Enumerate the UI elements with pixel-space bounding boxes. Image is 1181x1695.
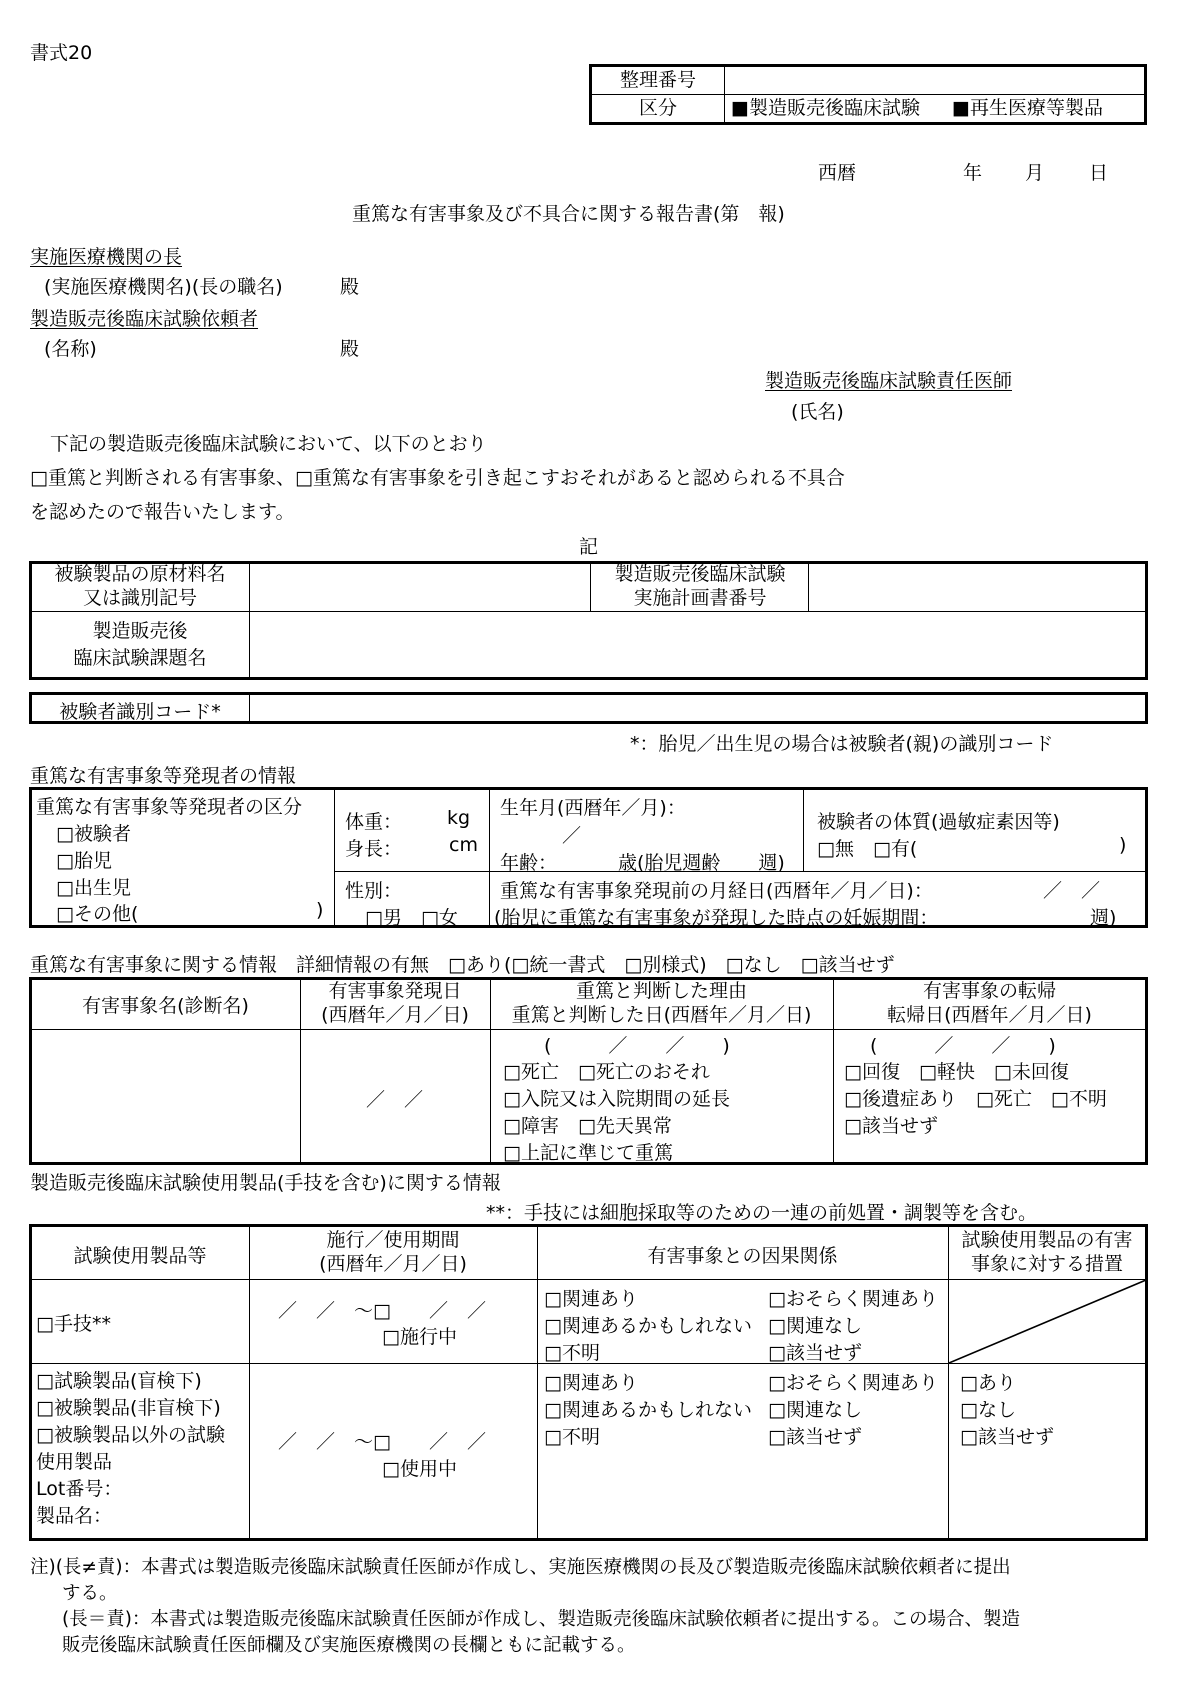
prod-row2-action-2[interactable]: □なし <box>960 1399 1016 1421</box>
prod-h-action: 試験使用製品の有害 事象に対する措置 <box>961 1229 1133 1275</box>
page-title: 重篤な有害事象及び不具合に関する報告書(第 報) <box>352 203 785 225</box>
addressee-sponsor-title: 製造販売後臨床試験依頼者 <box>30 308 259 330</box>
subject-code-note: *：胎児／出生児の場合は被験者(親)の識別コード <box>630 733 1054 755</box>
menses-label: 重篤な有害事象発現前の月経日(西暦年／月／日)： <box>500 880 933 902</box>
note-line-1b: する。 <box>62 1583 118 1604</box>
sender-title: 製造販売後臨床試験責任医師 <box>765 370 1013 392</box>
products-section-title: 製造販売後臨床試験使用製品(手技を含む)に関する情報 <box>30 1172 501 1194</box>
birth-slash: ／ <box>562 825 582 847</box>
prod-row1-status[interactable]: □施行中 <box>382 1326 457 1348</box>
ref-label: 整理番号 <box>591 66 725 95</box>
prod-row1-item[interactable]: □手技** <box>36 1313 111 1335</box>
prod-row2-caus-b1[interactable]: □おそらく関連あり <box>768 1372 938 1394</box>
category-opt-regen[interactable]: ■再生医療等製品 <box>952 97 1103 119</box>
pregnancy-unit: 週) <box>1090 907 1117 929</box>
class-opt-other-close: ) <box>316 899 324 921</box>
sex-label: 性別： <box>345 880 403 902</box>
plan-number-label: 製造販売後臨床試験 実施計画書番号 <box>614 563 786 609</box>
reporter-class-title: 重篤な有害事象等発現者の区分 <box>36 796 303 818</box>
ae-reason-row-3[interactable]: □障害 □先天異常 <box>503 1115 672 1137</box>
note-line-2: (長＝責)：本書式は製造販売後臨床試験責任医師が作成し、製造販売後臨床試験依頼者に提出する。この場合、製造 <box>62 1609 1020 1630</box>
height-unit: cm <box>449 834 478 856</box>
date-era: 西暦 <box>818 162 857 184</box>
reporter-section-title: 重篤な有害事象等発現者の情報 <box>30 765 297 787</box>
prod-row2-action-3[interactable]: □該当せず <box>960 1426 1054 1448</box>
addressee-sponsor-sama: 殿 <box>340 338 360 360</box>
menses-slashes: ／ ／ <box>1043 880 1101 902</box>
ae-reason-row-1[interactable]: □死亡 □死亡のおそれ <box>503 1061 710 1083</box>
addressee-sponsor-line: (名称) <box>44 338 97 360</box>
note-line-2b: 販売後臨床試験責任医師欄及び実施医療機関の長欄ともに記載する。 <box>62 1635 636 1656</box>
action-na-diagonal <box>949 1280 1146 1363</box>
material-field[interactable] <box>256 567 586 605</box>
material-label: 被験製品の原材料名 又は識別記号 <box>54 563 226 609</box>
ref-value-field[interactable] <box>725 66 1146 95</box>
constitution-options[interactable]: □無 □有( <box>817 838 918 860</box>
category-options[interactable] <box>725 95 1146 124</box>
prod-row1-caus-b3[interactable]: □該当せず <box>768 1342 862 1364</box>
ki-label: 記 <box>579 536 599 558</box>
intro-line-2: □重篤と判断される有害事象、□重篤な有害事象を引き起こすおそれがあると認められる不具合 <box>30 467 845 489</box>
prod-row1-caus-b1[interactable]: □おそらく関連あり <box>768 1288 938 1310</box>
prod-row2-status[interactable]: □使用中 <box>382 1458 457 1480</box>
date-day: 日 <box>1089 162 1109 184</box>
prod-row2-caus-a1[interactable]: □関連あり <box>544 1372 638 1394</box>
date-month: 月 <box>1025 162 1045 184</box>
header-box <box>589 64 1147 125</box>
ae-reason-date[interactable]: ( ／ ／ ) <box>544 1035 730 1057</box>
date-year: 年 <box>963 162 983 184</box>
ae-reason-row-2[interactable]: □入院又は入院期間の延長 <box>503 1088 730 1110</box>
note-line-1: 注)(長≠責)：本書式は製造販売後臨床試験責任医師が作成し、実施医療機関の長及び製造販売後臨床試験依頼者に提出 <box>30 1557 1011 1578</box>
ae-h-reason: 重篤と判断した理由 重篤と判断した日(西暦年／月／日) <box>511 980 812 1026</box>
weight-unit: kg <box>447 807 471 829</box>
class-opt-fetus[interactable]: □胎児 <box>56 850 112 872</box>
form-number: 書式20 <box>30 42 93 64</box>
prod-row1-caus-a1[interactable]: □関連あり <box>544 1288 638 1310</box>
subject-code-field[interactable] <box>256 695 1142 721</box>
study-title-field[interactable] <box>256 616 1142 674</box>
prod-row1-caus-a3[interactable]: □不明 <box>544 1342 600 1364</box>
study-title-label: 製造販売後 臨床試験課題名 <box>73 620 207 669</box>
age-label: 年齢： <box>500 852 558 874</box>
prod-row2-caus-a3[interactable]: □不明 <box>544 1426 600 1448</box>
ae-outcome-row-2[interactable]: □後遺症あり □死亡 □不明 <box>844 1088 1107 1110</box>
prod-h-item: 試験使用製品等 <box>73 1245 207 1267</box>
addressee-head-title: 実施医療機関の長 <box>30 246 183 268</box>
class-opt-newborn[interactable]: □出生児 <box>56 877 131 899</box>
addressee-head-sama: 殿 <box>340 276 360 298</box>
ae-h-onset: 有害事象発現日 (西暦年／月／日) <box>321 980 469 1026</box>
category-opt-pms[interactable]: ■製造販売後臨床試験 <box>731 97 920 119</box>
ae-outcome-row-3[interactable]: □該当せず <box>844 1115 938 1137</box>
age-unit: 歳(胎児週齢 週) <box>618 852 785 874</box>
intro-line-3: を認めたので報告いたします。 <box>30 501 295 523</box>
prod-row2-caus-a2[interactable]: □関連あるかもしれない <box>544 1399 752 1421</box>
ae-outcome-row-1[interactable]: □回復 □軽快 □未回復 <box>844 1061 1069 1083</box>
ae-outcome-date[interactable]: ( ／ ／ ) <box>870 1035 1056 1057</box>
addressee-head-line: (実施医療機関名)(長の職名) <box>44 276 283 298</box>
ae-onset-slashes[interactable]: ／ ／ <box>366 1089 424 1111</box>
prod-row2-item[interactable]: □試験製品(盲検下) □被験製品(非盲検下) □被験製品以外の試験 使用製品 Lot番号： 製品名： <box>36 1370 225 1527</box>
ae-name-field[interactable] <box>36 1035 294 1159</box>
birth-label: 生年月(西暦年／月)： <box>500 797 686 819</box>
prod-row1-caus-a2[interactable]: □関連あるかもしれない <box>544 1315 752 1337</box>
intro-line-1: 下記の製造販売後臨床試験において、以下のとおり <box>50 433 487 455</box>
constitution-close: ) <box>1119 834 1127 856</box>
sender-name-line: (氏名) <box>791 401 844 423</box>
category-label: 区分 <box>591 95 725 124</box>
ae-h-outcome: 有害事象の転帰 転帰日(西暦年／月／日) <box>887 980 1092 1026</box>
ae-h-name: 有害事象名(診断名) <box>82 995 249 1017</box>
prod-h-causality: 有害事象との因果関係 <box>647 1245 838 1267</box>
ae-reason-row-4[interactable]: □上記に準じて重篤 <box>503 1142 673 1164</box>
sex-options[interactable]: □男 □女 <box>365 907 458 929</box>
prod-row1-caus-b2[interactable]: □関連なし <box>768 1315 862 1337</box>
subject-code-label: 被験者識別コード* <box>59 701 221 723</box>
prod-h-period: 施行／使用期間 (西暦年／月／日) <box>319 1229 467 1275</box>
pregnancy-label: (胎児に重篤な有害事象が発現した時点の妊娠期間： <box>494 907 939 929</box>
class-opt-other[interactable]: □その他( <box>56 903 139 925</box>
prod-row1-period[interactable]: ／ ／ ～□ ／ ／ <box>278 1300 486 1322</box>
class-opt-subject[interactable]: □被験者 <box>56 823 131 845</box>
prod-row2-period[interactable]: ／ ／ ～□ ／ ／ <box>278 1431 486 1453</box>
products-note: **：手技には細胞採取等のための一連の前処置・調製等を含む。 <box>486 1202 1038 1224</box>
constitution-label: 被験者の体質(過敏症素因等) <box>817 811 1060 833</box>
weight-label: 体重： <box>345 811 403 833</box>
prod-row2-caus-b3[interactable]: □該当せず <box>768 1426 862 1448</box>
height-label: 身長： <box>345 838 403 860</box>
prod-row2-action-1[interactable]: □あり <box>960 1372 1016 1394</box>
plan-number-field[interactable] <box>814 567 1142 605</box>
ae-section-title: 重篤な有害事象に関する情報 詳細情報の有無 □あり(□統一書式 □別様式) □なし □該当せず <box>30 954 895 976</box>
prod-row2-caus-b2[interactable]: □関連なし <box>768 1399 862 1421</box>
